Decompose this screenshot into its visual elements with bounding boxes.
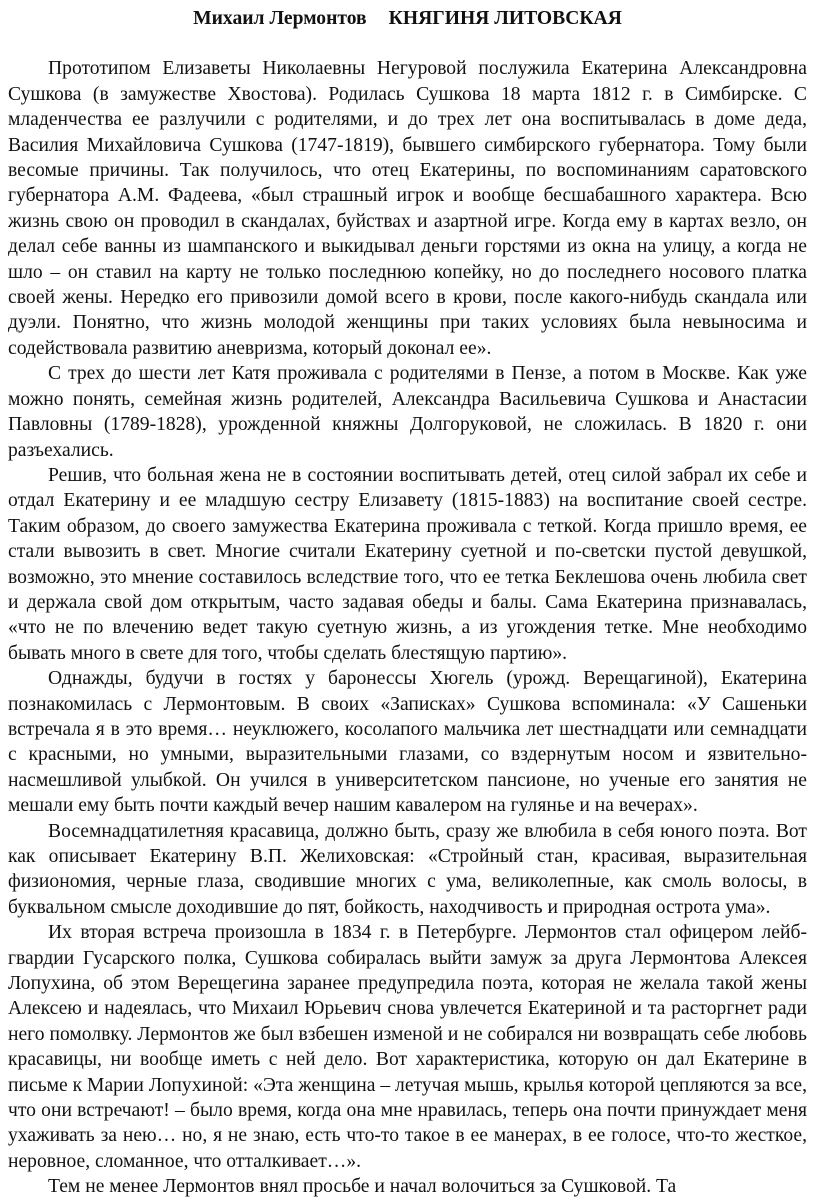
author-name: Михаил Лермонтов	[193, 8, 367, 29]
document-heading	[8, 6, 807, 31]
paragraph: Их вторая встреча произошла в 1834 г. в Петербурге. Лермонтов стал офицером лейб-гвардии Гусарского полка, Сушкова собиралась выйти замуж за друга Лермонтова Алексея Лопухина, об этом Верещегина заранее предупредила поэта, которая не желала такой жены Алексею и надеялась, что Михаил Юрьевич снова увлечется Екатериной и та расторгнет ради него помолвку. Лермонтов же был взбешен изменой и не собирался ни возвращать себе любовь красавицы, ни вообще иметь с ней дело. Вот характеристика, которую он дал Екатерине в письме к Марии Лопухиной: «Эта женщина – летучая мышь, крылья которой цепляются за все, что они встречают! – было время, когда она мне нравилась, теперь она почти принуждает меня ухаживать за нею… но, я не знаю, есть что-то такое в ее манерах, в ее голосе, что-то жесткое, неровное, сломанное, что отталкивает…».	[8, 922, 807, 1172]
paragraph: Прототипом Елизаветы Николаевны Негуровой послужила Екатерина Александровна Сушкова (в замужестве Хвостова). Родилась Сушкова 18 марта 1812 г. в Симбирске. С младенчества ее разлучили с родителями, и до трех лет она воспитывалась в доме деда, Василия Михайловича Сушкова (1747-1819), бывшего симбирского губернатора. Тому были весомые причины. Так получилось, что отец Екатерины, по воспоминаниям саратовского губернатора А.М. Фадеева, «был страшный игрок и вообще бесшабашного характера. Всю жизнь свою он проводил в скандалах, буйствах и азартной игре. Когда ему в картах везло, он делал себе ванны из шампанского и выкидывал деньги горстями из окна на улицу, а когда не шло – он ставил на карту не только последнюю копейку, но до последнего носового платка своей жены. Нередко его привозили домой всего в крови, после какого-нибудь скандала или дуэли. Понятно, что жизнь молодой женщины при таких условиях была невыносима и содействовала развитию аневризма, который доконал ее».	[8, 58, 807, 359]
document-title: КНЯГИНЯ ЛИТОВСКАЯ	[388, 8, 622, 29]
paragraph: С трех до шести лет Катя проживала с родителями в Пензе, а потом в Москве. Как уже можно понять, семейная жизнь родителей, Александра Васильевича Сушкова и Анастасии Павловны (1789-1828), урожденной княжны Долгоруковой, не сложилась. В 1820 г. они разъехались.	[8, 363, 807, 461]
paragraph: Восемнадцатилетняя красавица, должно быть, сразу же влюбила в себя юного поэта. Вот как описывает Екатерину В.П. Желиховская: «Стройный стан, красивая, выразительная физиономия, черные глаза, сводившие многих с ума, великолепные, как смоль волосы, в буквальном смысле доходившие до пят, бойкость, находчивость и природная острота ума».	[8, 820, 807, 918]
paragraph: Однажды, будучи в гостях у баронессы Хюгель (урожд. Верещагиной), Екатерина познакомилась с Лермонтовым. В своих «Записках» Сушкова вспоминала: «У Сашеньки встречала я в это время… неуклюжего, косолапого мальчика лет шестнадцати или семнадцати с красными, но умными, выразительными глазами, со вздернутым носом и язвительно-насмешливой улыбкой. Он учился в университетском пансионе, но ученые его занятия не мешали ему быть почти каждый вечер нашим кавалером на гулянье и на вечерах».	[8, 668, 807, 817]
paragraph: Тем не менее Лермонтов внял просьбе и начал волочиться за Сушковой. Та	[48, 1176, 677, 1198]
paragraph: Решив, что больная жена не в состоянии воспитывать детей, отец силой забрал их себе и отдал Екатерину и ее младшую сестру Елизавету (1815-1883) на воспитание своей сестре. Таким образом, до своего замужества Екатерина проживала с теткой. Когда пришло время, ее стали вывозить в свет. Многие считали Екатерину суетной и по-светски пустой девушкой, возможно, это мнение составилось вследствие того, что ее тетка Беклешова очень любила свет и держала свой дом открытым, часто задавая обеды и балы. Сама Екатерина признавалась, «что не по влечению ведет такую суетную жизнь, а из угождения тетке. Мне необходимо бывать много в свете для того, чтобы сделать блестящую партию».	[8, 464, 807, 664]
